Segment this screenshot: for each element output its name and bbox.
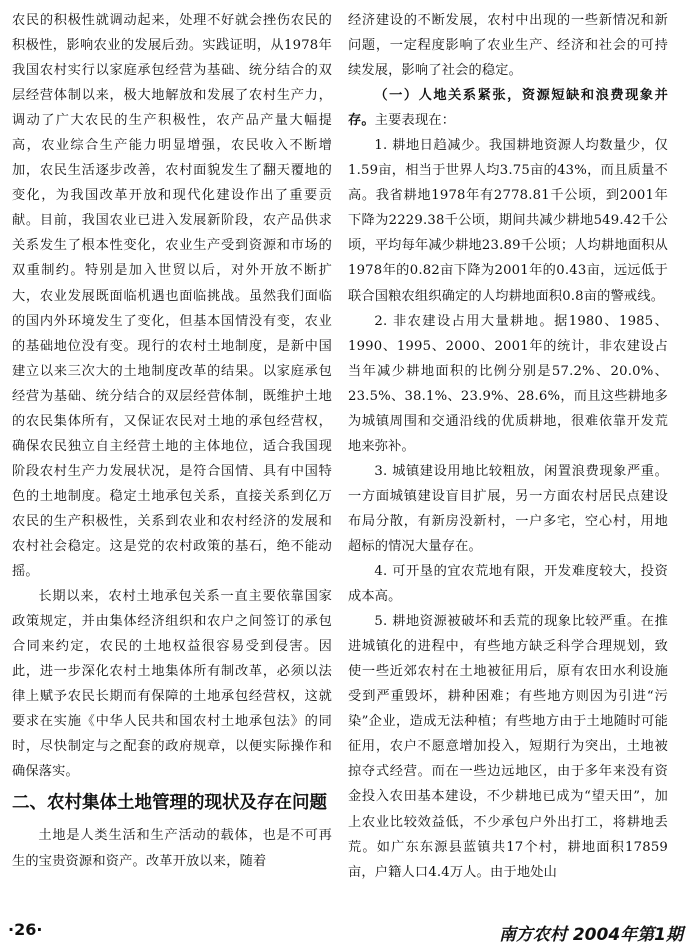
journal-title: 南方农村 2004年第1期 [498, 925, 683, 945]
left-paragraph-3: 土地是人类生活和生产活动的载体，也是不可再生的宝贵资源和资产。改革开放以来，随着 [12, 828, 332, 869]
subheading-1 [348, 83, 668, 133]
list-item-5: 5. 耕地资源被破坏和丢荒的现象比较严重。在推进城镇化的进程中，有些地方缺乏科学合理规划，致使一些近郊农村在土地被征用后，原有农田水利设施受到严重毁坏，耕种困难；有些地方则因为引进“污染”企业，造成无法种植；有些地方由于土地随时可能征用，农户不愿意增加投入，短期行为突出，土地被掠夺式经营。而在一些边远地区，由于多年来没有资金投入农田基本建设，不少耕地已成为“望天田”，加上农业比较效益低，不少承包户外出打工，将耕地丢荒。如广东东源县蓝镇共17个村，耕地面积17859亩，户籍人口4.4万人。由于地处山 [348, 614, 668, 880]
subheading-1-bold: （一）人地关系紧张，资源短缺和浪费现象并存。 [348, 88, 668, 129]
left-paragraph-2: 长期以来，农村土地承包关系一直主要依靠国家政策规定，并由集体经济组织和农户之间签订的承包合同来约定，农民的土地权益很容易受到侵害。因此，进一步深化农村土地集体所有制改革，必须以法律上赋予农民长期而有保障的土地承包经营权，这就要求在实施《中华人民共和国农村土地承包法》的同时，尽快制定与之配套的政府规章，以便实际操作和确保落实。 [12, 589, 332, 780]
list-item-3: 3. 城镇建设用地比较粗放，闲置浪费现象严重。一方面城镇建设盲目扩展，另一方面农村居民点建设布局分散，有新房没新村，一户多宅，空心村，用地超标的情况大量存在。 [348, 463, 668, 554]
list-item-1: 1. 耕地日趋减少。我国耕地资源人均数量少，仅1.59亩，相当于世界人均3.75亩的43%，而且质量不高。我省耕地1978年有2778.81千公顷，到2001年下降为2229.38千公顷，期间共减少耕地549.42千公顷，平均每年减少耕地23.89千公顷；人均耕地面积从1978年的0.82亩下降为2001年的0.43亩，远远低于联合国粮农组织确定的人均耕地面积0.8亩的警戒线。 [348, 138, 668, 304]
left-paragraph-1: 农民的积极性就调动起来，处理不好就会挫伤农民的积极性，影响农业的发展后劲。实践证明，从1978年我国农村实行以家庭承包经营为基础、统分结合的双层经营体制以来，极大地解放和发展了农村生产力，调动了广大农民的生产积极性，农产品产量大幅提高，农业综合生产能力明显增强，农民收入不断增加，农民生活逐步改善，农村面貌发生了翻天覆地的变化，为我国改革开放和现代化建设作出了重要贡献。目前，我国农业已进入发展新阶段，农产品供求关系发生了根本性变化，农业生产受到资源和市场的双重制约。特别是加入世贸以后，对外开放不断扩大，农业发展既面临机遇也面临挑战。虽然我们面临的国内外环境发生了变化，但基本国情没有变，农业的基础地位没有变。现行的农村土地制度，是新中国建立以来三次大的土地制度改革的结果。以家庭承包经营为基础、统分结合的双层经营体制，既维护土地的农民集体所有，又保证农民对土地的承包经营权，确保农民独立自主经营土地的主体地位，适合我国现阶段农村生产力发展状况，是符合国情、具有中国特色的土地制度。稳定土地承包关系，直接关系到亿万农民的生产积极性，关系到农业和农村经济的发展和农村社会稳定。这是党的农村政策的基石，绝不能动摇。 [12, 13, 332, 580]
left-column [12, 8, 332, 874]
list-item-4: 4. 可开垦的宜农荒地有限，开发难度较大，投资成本高。 [348, 564, 668, 605]
subheading-1-rest: 主要表现在： [374, 113, 456, 129]
section-title: 二、农村集体土地管理的现状及存在问题 [12, 793, 327, 814]
right-column [348, 8, 668, 885]
page-number: ·26· [8, 920, 43, 939]
list-item-2: 2. 非农建设占用大量耕地。据1980、1985、1990、1995、2000、2001年的统计，非农建设占当年减少耕地面积的比例分别是57.2%、20.0%、23.5%、38.1%、23.9%、28.6%，而且这些耕地多为城镇周围和交通沿线的优质耕地，很难依靠开发荒地来弥补。 [348, 313, 668, 454]
right-paragraph-1: 经济建设的不断发展，农村中出现的一些新情况和新问题，一定程度影响了农业生产、经济和社会的可持续发展，影响了社会的稳定。 [348, 13, 668, 79]
